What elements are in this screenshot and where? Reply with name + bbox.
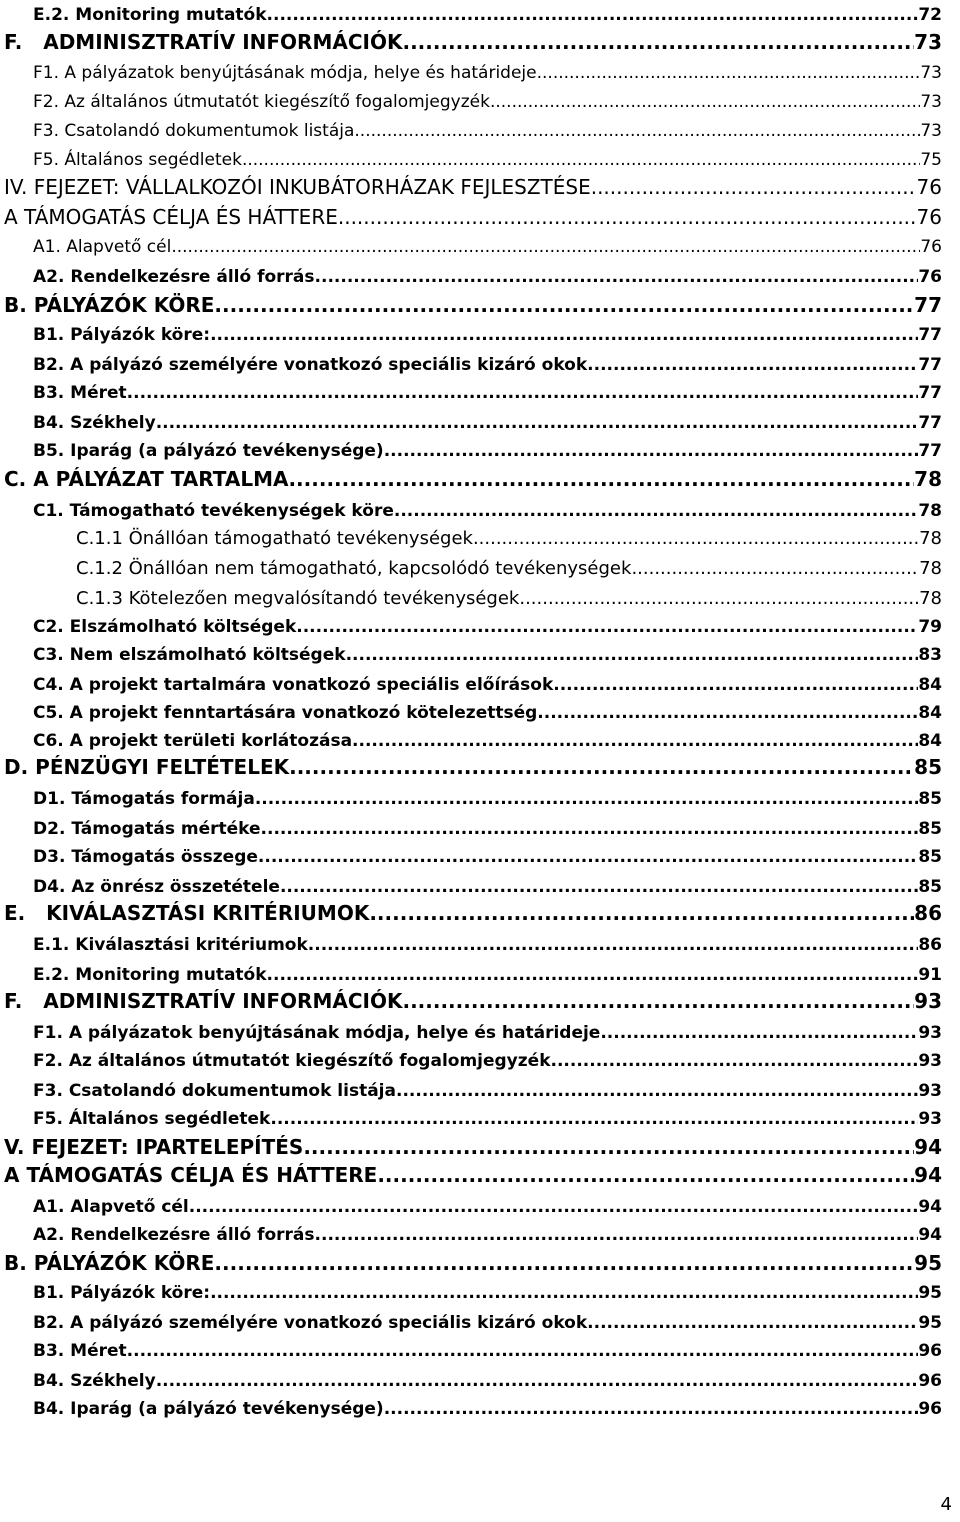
page-number: 4 (940, 1494, 952, 1515)
toc-entry-page: 78 (918, 501, 942, 521)
toc-entry-page: 77 (918, 441, 942, 461)
toc-entry-label: B4. Iparág (a pályázó tevékenysége) (33, 1399, 384, 1419)
toc-entry-label: B3. Méret (33, 1341, 127, 1361)
toc-entry[interactable] (33, 1341, 942, 1361)
dot-leader (553, 675, 918, 695)
dot-leader (296, 617, 918, 637)
dot-leader (384, 1399, 919, 1419)
dot-leader (315, 1225, 919, 1245)
toc-entry-label: D. PÉNZÜGYI FELTÉTELEK (4, 755, 290, 779)
dot-leader (288, 467, 914, 491)
toc-entry-label: E. KIVÁLASZTÁSI KRITÉRIUMOK (4, 901, 370, 925)
toc-row (0, 608, 960, 637)
toc-entry[interactable] (33, 325, 942, 345)
toc-row (0, 1362, 960, 1391)
toc-row (0, 170, 960, 199)
toc-row (0, 112, 960, 141)
toc-entry[interactable] (33, 1283, 942, 1303)
dot-leader (171, 237, 920, 257)
toc-entry[interactable] (33, 789, 942, 809)
toc-entry[interactable] (4, 755, 942, 779)
toc-entry-label: A1. Alapvető cél (33, 1197, 189, 1217)
toc-row (0, 550, 960, 579)
toc-entry[interactable] (76, 528, 942, 549)
toc-row (0, 316, 960, 345)
toc-entry-label: F3. Csatolandó dokumentumok listája (33, 1081, 396, 1101)
toc-entry-label: B2. A pályázó személyére vonatkozó speciális kizáró okok (33, 355, 588, 375)
toc-entry-label: D3. Támogatás összege (33, 847, 258, 867)
toc-entry-page: 96 (918, 1399, 942, 1419)
toc-entry-page: 86 (914, 901, 942, 925)
toc-entry-page: 83 (918, 645, 942, 665)
toc-row (0, 868, 960, 897)
toc-row (0, 926, 960, 955)
toc-entry-label: C.1.3 Kötelezően megvalósítandó tevékenységek (76, 588, 520, 609)
toc-entry-page: 85 (914, 755, 942, 779)
toc-entry-label: D1. Támogatás formája (33, 789, 255, 809)
toc-entry-label: C. A PÁLYÁZAT TARTALMA (4, 467, 289, 491)
toc-entry[interactable] (33, 1371, 942, 1391)
toc-row (0, 258, 960, 287)
toc-entry[interactable] (33, 150, 942, 170)
toc-entry-label: E.2. Monitoring mutatók (33, 965, 267, 985)
toc-entry-label: A2. Rendelkezésre álló forrás (33, 267, 315, 287)
toc-entry-page: 95 (914, 1251, 942, 1275)
toc-entry-page: 77 (918, 355, 942, 375)
toc-entry-label: B5. Iparág (a pályázó tevékenysége) (33, 441, 384, 461)
toc-entry-page: 73 (920, 63, 942, 83)
toc-entry-page: 84 (918, 703, 942, 723)
dot-leader (270, 1109, 918, 1129)
toc-entry-label: C6. A projekt területi korlátozása (33, 731, 353, 751)
dot-leader (587, 355, 918, 375)
toc-row (0, 404, 960, 433)
dot-leader (214, 293, 914, 317)
toc-entry[interactable] (4, 467, 942, 491)
toc-entry-label: C3. Nem elszámolható költségek (33, 645, 346, 665)
dot-leader (600, 1023, 918, 1043)
toc-row (0, 346, 960, 375)
toc-row (0, 580, 960, 609)
toc-row (0, 750, 960, 779)
toc-entry-label: A1. Alapvető cél (33, 237, 172, 257)
toc-entry-label: E.2. Monitoring mutatók (33, 5, 267, 25)
dot-leader (156, 413, 919, 433)
dot-leader (473, 528, 919, 549)
toc-entry-page: 77 (918, 325, 942, 345)
toc-entry-page: 78 (919, 558, 942, 579)
toc-entry[interactable] (4, 901, 942, 925)
toc-entry-label: F. ADMINISZTRATÍV INFORMÁCIÓK (4, 989, 403, 1013)
toc-entry[interactable] (4, 1135, 942, 1159)
toc-row (0, 1332, 960, 1361)
dot-leader (551, 1051, 919, 1071)
toc-entry-page: 94 (914, 1135, 942, 1159)
toc-entry-label: F5. Általános segédletek (33, 150, 242, 170)
toc-entry-page: 73 (914, 30, 942, 54)
toc-entry[interactable] (33, 1081, 942, 1101)
toc-entry-page: 93 (914, 989, 942, 1013)
toc-entry-page: 78 (919, 588, 942, 609)
dot-leader (591, 175, 917, 199)
toc-entry[interactable] (76, 558, 942, 579)
toc-entry-label: F2. Az általános útmutatót kiegészítő fogalomjegyzék (33, 1051, 551, 1071)
dot-leader (396, 1081, 918, 1101)
toc-entry[interactable] (4, 1163, 942, 1187)
toc-entry-page: 93 (918, 1109, 942, 1129)
dot-leader (261, 819, 919, 839)
toc-entry-label: B1. Pályázók köre: (33, 325, 211, 345)
toc-row (0, 0, 960, 25)
toc-entry-label: A TÁMOGATÁS CÉLJA ÉS HÁTTERE (4, 1163, 378, 1187)
toc-entry-page: 84 (918, 675, 942, 695)
dot-leader (338, 205, 917, 229)
toc-row (0, 666, 960, 695)
dot-leader (384, 441, 919, 461)
toc-entry-label: F3. Csatolandó dokumentumok listája (33, 121, 355, 141)
toc-entry[interactable] (4, 293, 942, 317)
toc-row (0, 780, 960, 809)
toc-entry-label: F1. A pályázatok benyújtásának módja, helye és határideje (33, 1023, 601, 1043)
toc-entry[interactable] (33, 1051, 942, 1071)
toc-row (0, 1158, 960, 1187)
toc-entry-page: 78 (919, 528, 942, 549)
dot-leader (258, 847, 918, 867)
toc-entry-label: D2. Támogatás mértéke (33, 819, 261, 839)
toc-entry[interactable] (33, 355, 942, 375)
dot-leader (242, 150, 920, 170)
dot-leader (255, 789, 919, 809)
toc-entry-label: E.1. Kiválasztási kritériumok (33, 935, 308, 955)
toc-entry-page: 77 (918, 383, 942, 403)
dot-leader (214, 1251, 914, 1275)
toc-row (0, 374, 960, 403)
toc-entry[interactable] (33, 819, 942, 839)
dot-leader (587, 1313, 918, 1333)
toc-entry-page: 93 (918, 1081, 942, 1101)
toc-entry-page: 94 (914, 1163, 942, 1187)
toc-entry[interactable] (33, 1197, 942, 1217)
dot-leader (402, 30, 914, 54)
toc-entry-label: B3. Méret (33, 383, 127, 403)
toc-entry[interactable] (33, 645, 942, 665)
toc-entry-page: 85 (918, 819, 942, 839)
dot-leader (346, 645, 919, 665)
toc-entry-label: C.1.2 Önállóan nem támogatható, kapcsolódó tevékenységek (76, 558, 632, 579)
toc-entry[interactable] (33, 1109, 942, 1129)
toc-entry[interactable] (33, 63, 942, 83)
toc-entry[interactable] (33, 1399, 942, 1419)
dot-leader (267, 5, 919, 25)
toc-entry-page: 91 (918, 965, 942, 985)
toc-entry-label: V. FEJEZET: IPARTELEPÍTÉS (4, 1135, 304, 1159)
dot-leader (210, 325, 918, 345)
toc-entry-page: 86 (918, 935, 942, 955)
toc-row (0, 432, 960, 461)
toc-entry-page: 76 (920, 237, 942, 257)
toc-row (0, 896, 960, 925)
toc-entry-page: 95 (918, 1313, 942, 1333)
toc-entry-label: F. ADMINISZTRATÍV INFORMÁCIÓK (4, 30, 403, 54)
toc-row (0, 1274, 960, 1303)
toc-entry[interactable] (4, 1251, 942, 1275)
toc-entry-page: 85 (918, 847, 942, 867)
toc-entry-label: B. PÁLYÁZÓK KÖRE (4, 293, 215, 317)
toc-entry[interactable] (33, 617, 942, 637)
toc-row (0, 288, 960, 317)
toc-entry-page: 93 (918, 1051, 942, 1071)
toc-row (0, 1246, 960, 1275)
toc-entry-label: C2. Elszámolható költségek (33, 617, 297, 637)
toc-entry-label: F1. A pályázatok benyújtásának módja, helye és határideje (33, 63, 537, 83)
dot-leader (156, 1371, 919, 1391)
toc-entry-label: B2. A pályázó személyére vonatkozó speciális kizáró okok (33, 1313, 588, 1333)
toc-entry-page: 85 (918, 877, 942, 897)
dot-leader (280, 877, 918, 897)
toc-entry-label: B4. Székhely (33, 413, 156, 433)
toc-row (0, 462, 960, 491)
dot-leader (377, 1163, 914, 1187)
toc-entry[interactable] (33, 237, 942, 257)
toc-row (0, 722, 960, 751)
toc-row (0, 520, 960, 549)
toc-entry-page: 96 (918, 1371, 942, 1391)
toc-entry[interactable] (4, 175, 942, 199)
dot-leader (289, 755, 914, 779)
toc-entry[interactable] (33, 441, 942, 461)
toc-row (0, 1390, 960, 1419)
toc-entry-page: 84 (918, 731, 942, 751)
toc-entry[interactable] (33, 413, 942, 433)
toc-row (0, 1304, 960, 1333)
toc-entry-page: 78 (914, 467, 942, 491)
dot-leader (352, 731, 918, 751)
toc-entry-label: A TÁMOGATÁS CÉLJA ÉS HÁTTERE (4, 205, 338, 229)
toc-entry-page: 94 (918, 1225, 942, 1245)
toc-row (0, 141, 960, 170)
toc-entry[interactable] (33, 675, 942, 695)
toc-entry-page: 73 (920, 121, 942, 141)
toc-entry-page: 93 (918, 1023, 942, 1043)
toc-entry-label: A2. Rendelkezésre álló forrás (33, 1225, 315, 1245)
toc-entry-label: C.1.1 Önállóan támogatható tevékenységek (76, 528, 473, 549)
toc-entry[interactable] (33, 1023, 942, 1043)
toc-entry-page: 76 (916, 205, 942, 229)
dot-leader (537, 703, 918, 723)
toc-row (0, 1216, 960, 1245)
toc-entry-label: D4. Az önrész összetétele (33, 877, 280, 897)
toc-entry-page: 85 (918, 789, 942, 809)
toc-entry[interactable] (33, 1313, 942, 1333)
toc-entry[interactable] (33, 1225, 942, 1245)
toc-entry-page: 76 (918, 267, 942, 287)
toc-entry-page: 72 (918, 5, 942, 25)
toc-entry[interactable] (33, 92, 942, 112)
toc-entry[interactable] (33, 935, 942, 955)
dot-leader (537, 63, 921, 83)
dot-leader (308, 935, 919, 955)
toc-row (0, 1072, 960, 1101)
dot-leader (127, 1341, 919, 1361)
toc-entry-label: B. PÁLYÁZÓK KÖRE (4, 1251, 215, 1275)
toc-entry[interactable] (76, 588, 942, 609)
dot-leader (354, 121, 920, 141)
toc-entry-page: 96 (918, 1341, 942, 1361)
dot-leader (210, 1283, 918, 1303)
toc-entry-page: 94 (918, 1197, 942, 1217)
toc-entry-label: C1. Támogatható tevékenységek köre (33, 501, 394, 521)
toc-row (0, 1188, 960, 1217)
toc-row (0, 54, 960, 83)
toc-row (0, 636, 960, 665)
toc-entry[interactable] (33, 877, 942, 897)
toc-entry[interactable] (33, 965, 942, 985)
toc-row (0, 956, 960, 985)
dot-leader (267, 965, 919, 985)
toc-row (0, 200, 960, 229)
toc-row (0, 838, 960, 867)
toc-entry[interactable] (4, 30, 942, 54)
toc-row (0, 984, 960, 1013)
toc-row (0, 228, 960, 257)
toc-row (0, 694, 960, 723)
toc-entry[interactable] (33, 847, 942, 867)
dot-leader (394, 501, 918, 521)
toc-entry-label: F2. Az általános útmutatót kiegészítő fogalomjegyzék (33, 92, 490, 112)
toc-entry-page: 73 (920, 92, 942, 112)
dot-leader (402, 989, 914, 1013)
toc-entry-label: IV. FEJEZET: VÁLLALKOZÓI INKUBÁTORHÁZAK FEJLESZTÉSE (4, 175, 591, 199)
toc-entry-page: 76 (916, 175, 942, 199)
toc-row (0, 1042, 960, 1071)
dot-leader (189, 1197, 919, 1217)
dot-leader (490, 92, 920, 112)
toc-entry-page: 77 (914, 293, 942, 317)
dot-leader (303, 1135, 914, 1159)
toc-entry-page: 75 (920, 150, 942, 170)
toc-entry-label: C4. A projekt tartalmára vonatkozó speciális előírások (33, 675, 554, 695)
toc-entry[interactable] (33, 731, 942, 751)
toc-entry[interactable] (33, 383, 942, 403)
toc-row (0, 492, 960, 521)
toc-row (0, 25, 960, 54)
toc-entry-label: B1. Pályázók köre: (33, 1283, 211, 1303)
dot-leader (631, 558, 919, 579)
toc-entry[interactable] (33, 121, 942, 141)
toc-entry[interactable] (33, 703, 942, 723)
toc-entry[interactable] (4, 205, 942, 229)
toc-entry[interactable] (4, 989, 942, 1013)
dot-leader (369, 901, 914, 925)
toc-row (0, 83, 960, 112)
dot-leader (315, 267, 919, 287)
toc-entry[interactable] (33, 5, 942, 25)
toc-entry-page: 95 (918, 1283, 942, 1303)
dot-leader (519, 588, 919, 609)
toc-row (0, 810, 960, 839)
toc-entry-page: 79 (918, 617, 942, 637)
toc-entry-label: B4. Székhely (33, 1371, 156, 1391)
dot-leader (127, 383, 919, 403)
toc-row (0, 1130, 960, 1159)
toc-entry-label: F5. Általános segédletek (33, 1109, 271, 1129)
toc-entry[interactable] (33, 267, 942, 287)
toc-entry-label: C5. A projekt fenntartására vonatkozó kötelezettség (33, 703, 538, 723)
toc-entry[interactable] (33, 501, 942, 521)
toc-entry-page: 77 (918, 413, 942, 433)
toc-row (0, 1014, 960, 1043)
toc-row (0, 1100, 960, 1129)
